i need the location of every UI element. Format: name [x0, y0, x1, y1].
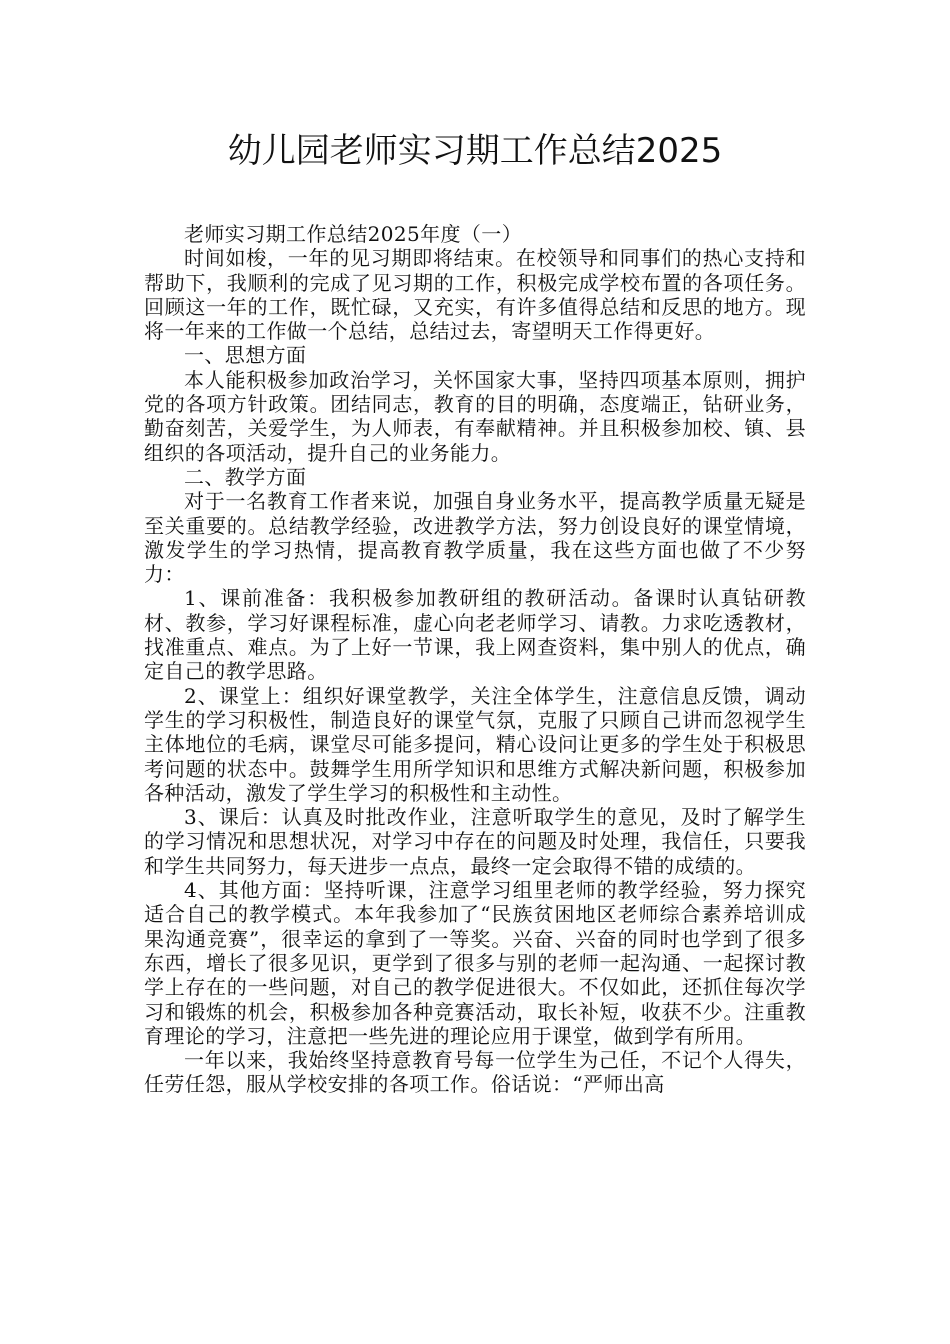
- section-heading: 老师实习期工作总结2025年度（一）: [184, 222, 523, 246]
- paragraph: 一年以来，我始终坚持意教育号每一位学生为己任，不记个人得失，任劳任怨，服从学校安排的各项工作。俗话说：“严师出高: [144, 1048, 806, 1097]
- paragraph: 1、课前准备：我积极参加教研组的教研活动。备课时认真钻研教材、教参，学习好课程标准，虚心向老老师学习、请教。力求吃透教材，找准重点、难点。为了上好一节课，我上网查资料，集中别人的优点，确定自己的教学思路。: [144, 586, 806, 684]
- section-heading: 二、教学方面: [184, 464, 307, 489]
- document-body: [144, 222, 806, 1097]
- paragraph: 3、课后：认真及时批改作业，注意听取学生的意见，及时了解学生的学习情况和思想状况，对学习中存在的问题及时处理，我信任，只要我和学生共同努力，每天进步一点点，最终一定会取得不错的成绩的。: [144, 805, 806, 878]
- section-heading: 一、思想方面: [184, 343, 307, 368]
- paragraph: 时间如梭，一年的见习期即将结束。在校领导和同事们的热心支持和帮助下，我顺利的完成了见习期的工作，积极完成学校布置的各项任务。回顾这一年的工作，既忙碌，又充实，有许多值得总结和反思的地方。现将一年来的工作做一个总结，总结过去，寄望明天工作得更好。: [144, 246, 806, 344]
- document-title: 幼儿园老师实习期工作总结2025: [227, 131, 723, 171]
- paragraph: 2、课堂上：组织好课堂教学，关注全体学生，注意信息反馈，调动学生的学习积极性，制造良好的课堂气氛，克服了只顾自己讲而忽视学生主体地位的毛病，课堂尽可能多提问，精心设问让更多的学生处于积极思考问题的状态中。鼓舞学生用所学知识和思维方式解决新问题，积极参加各种活动，激发了学生学习的积极性和主动性。: [144, 683, 806, 805]
- paragraph: 4、其他方面：坚持听课，注意学习组里老师的教学经验，努力探究适合自己的教学模式。本年我参加了“民族贫困地区老师综合素养培训成果沟通竞赛”，很幸运的拿到了一等奖。兴奋、兴奋的同时也学到了很多东西，增长了很多见识，更学到了很多与别的老师一起沟通、一起探讨教学上存在的一些问题，对自己的教学促进很大。不仅如此，还抓住每次学习和锻炼的机会，积极参加各种竞赛活动，取长补短，收获不少。注重教育理论的学习，注意把一些先进的理论应用于课堂，做到学有所用。: [144, 878, 806, 1048]
- paragraph: 对于一名教育工作者来说，加强自身业务水平，提高教学质量无疑是至关重要的。总结教学经验，改进教学方法，努力创设良好的课堂情境，激发学生的学习热情，提高教育教学质量，我在这些方面也做了不少努力：: [144, 489, 806, 587]
- paragraph: 本人能积极参加政治学习，关怀国家大事，坚持四项基本原则，拥护党的各项方针政策。团结同志，教育的目的明确，态度端正，钻研业务，勤奋刻苦，关爱学生，为人师表，有奉献精神。并且积极参加校、镇、县组织的各项活动，提升自己的业务能力。: [144, 367, 806, 465]
